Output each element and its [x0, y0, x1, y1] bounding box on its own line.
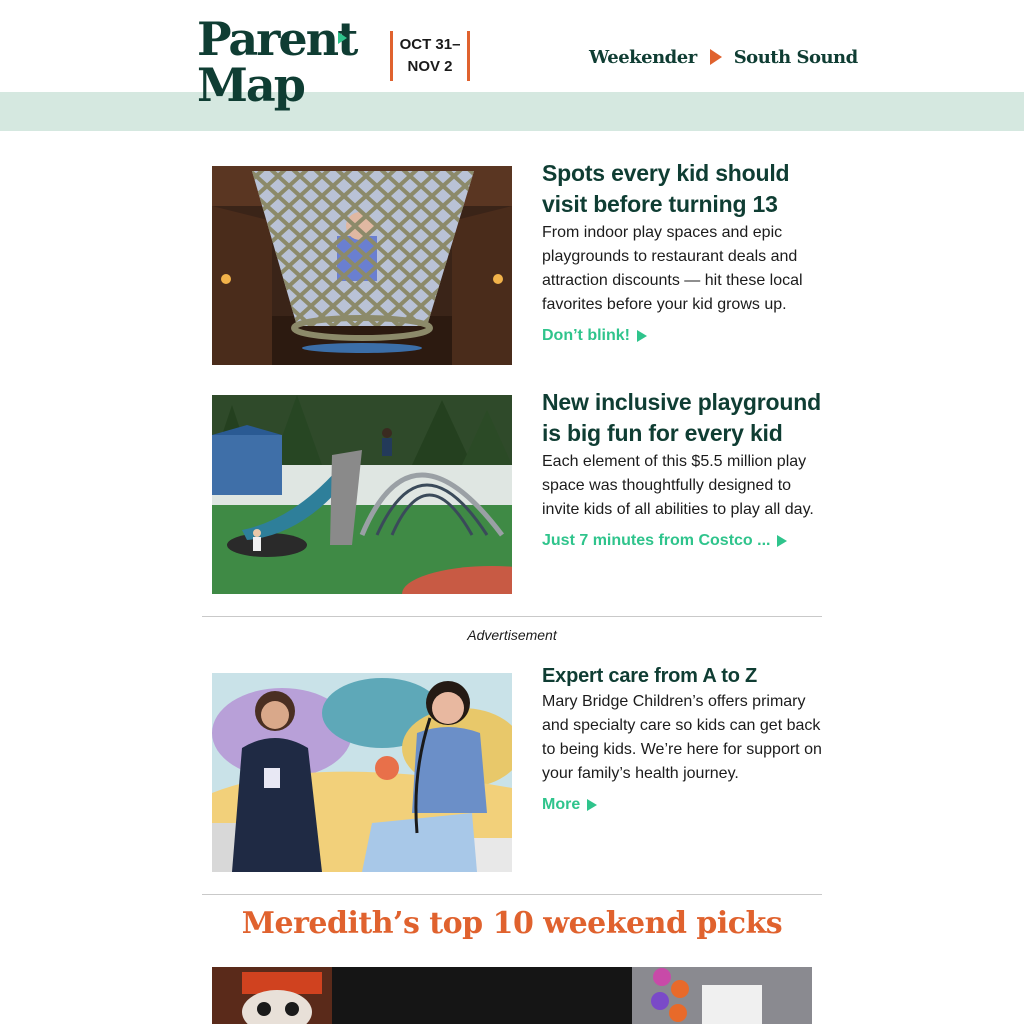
story-cta-label: Just 7 minutes from Costco ...: [542, 532, 771, 549]
edition-label: [589, 44, 858, 70]
play-arrow-icon: [587, 799, 597, 811]
ad-blurb: Mary Bridge Children’s offers primary and specialty care so kids can get back to being kids. We’re here for support on your family’s health journey.: [542, 693, 822, 782]
ad-image-clinic[interactable]: [212, 673, 512, 872]
logo-word-map: Map: [197, 58, 304, 112]
story-headline[interactable]: New inclusive playground is big fun for every kid: [542, 389, 821, 446]
edition-secondary: South Sound: [733, 46, 858, 68]
ad-cta-label: More: [542, 796, 581, 813]
story-blurb: Each element of this $5.5 million play space was thoughtfully designed to invite kids of all abilities to play all day.: [542, 453, 814, 518]
rope-net-photo: [212, 166, 512, 365]
play-arrow-icon: [777, 535, 787, 547]
logo-play-icon: [338, 32, 347, 44]
story-cta-link[interactable]: [542, 532, 787, 550]
halloween-photo: [212, 967, 812, 1024]
playground-photo: [212, 395, 512, 594]
issue-date: [390, 31, 470, 81]
divider: [202, 616, 822, 617]
header-band: [0, 92, 1024, 131]
issue-date-line2: NOV 2: [407, 58, 453, 75]
advertisement-label: Advertisement: [467, 627, 557, 643]
edition-primary: Weekender: [589, 46, 697, 68]
play-arrow-icon: [710, 49, 722, 65]
story-cta-label: Don’t blink!: [542, 327, 630, 344]
story-image-playground[interactable]: [212, 395, 512, 594]
ad-text: [542, 665, 832, 814]
ad-cta-link[interactable]: [542, 796, 597, 814]
story-text: [542, 158, 832, 345]
weekend-picks-image[interactable]: [212, 967, 812, 1024]
logo-word-parent: Parent: [197, 12, 357, 66]
parentmap-logo[interactable]: [197, 12, 357, 120]
story-headline[interactable]: Spots every kid should visit before turning 13: [542, 160, 790, 217]
ad-headline[interactable]: Expert care from A to Z: [542, 665, 758, 687]
clinic-photo: [212, 673, 512, 872]
section-title: Meredith’s top 10 weekend picks: [241, 906, 783, 941]
story-blurb: From indoor play spaces and epic playgrounds to restaurant deals and attraction discounts — hit these local favorites before your kid grows up.: [542, 224, 803, 313]
story-text: [542, 387, 832, 550]
email-header: [0, 0, 1024, 92]
divider: [202, 894, 822, 895]
story-cta-link[interactable]: [542, 327, 647, 345]
issue-date-line1: OCT 31–: [399, 36, 461, 53]
play-arrow-icon: [637, 330, 647, 342]
story-image-rope-net[interactable]: [212, 166, 512, 365]
